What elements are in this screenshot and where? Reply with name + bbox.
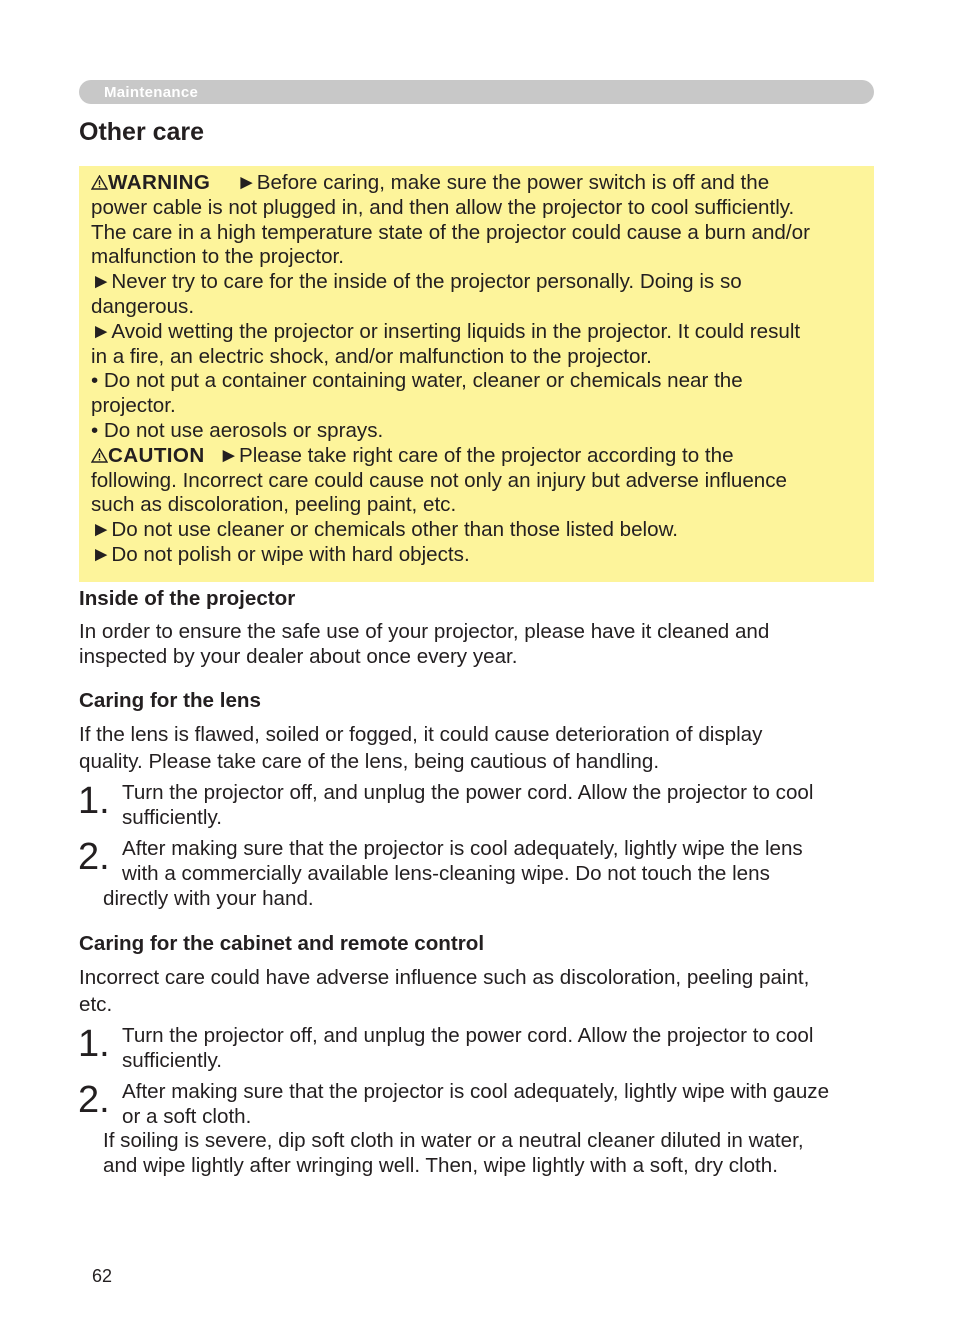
inside-line: In order to ensure the safe use of your projector, please have it cleaned and [79,620,770,643]
cabinet-line: Incorrect care could have adverse influence such as discoloration, peeling paint, [79,966,810,989]
caution-text-line: ►Do not polish or wipe with hard objects. [91,542,470,566]
cabinet-heading: Caring for the cabinet and remote control [79,932,485,955]
warning-text-line: malfunction to the projector. [91,245,344,269]
lens-step-text [122,780,882,830]
cabinet-step-continuation [103,1128,883,1178]
warning-text-line: The care in a high temperature state of the projector could cause a burn and/or [91,220,810,244]
caution-first-line [91,444,862,469]
inside-line: inspected by your dealer about once every year. [79,645,518,668]
page-title: Other care [79,118,205,146]
cabinet-step-number: 2. [78,1079,110,1121]
page-number: 62 [92,1266,113,1286]
warning-text-line: • Do not use aerosols or sprays. [91,418,384,442]
warning-text-line: power cable is not plugged in, and then allow the projector to cool sufficiently. [91,195,795,219]
cabinet-step-text [122,1079,882,1129]
cabinet-step-line: Turn the projector off, and unplug the power cord. Allow the projector to cool [122,1024,814,1047]
caution-text-line: ►Please take right care of the projector according to the [218,443,734,467]
cabinet-paragraph [79,964,879,1018]
cabinet-step-number: 1. [78,1023,110,1065]
warning-text-line: ►Never try to care for the inside of the projector personally. Doing is so [91,270,742,294]
warning-text-line: dangerous. [91,294,195,318]
caution-text-line: following. Incorrect care could cause not only an injury but adverse influence [91,468,788,492]
cabinet-step-line: or a soft cloth. [122,1105,252,1128]
lens-step-line: with a commercially available lens-cleaning wipe. Do not touch the lens [122,862,770,885]
warning-triangle-icon [91,175,108,190]
section-header-bar [79,80,874,104]
warning-text-line: ►Before caring, make sure the power switch is off and the [236,171,770,194]
cabinet-continuation-line: and wipe lightly after wringing well. Then, wipe lightly with a soft, dry cloth. [103,1154,778,1177]
caution-text-line: ►Do not use cleaner or chemicals other than those listed below. [91,518,679,542]
section-label: Maintenance [104,84,199,101]
lens-step-line: Turn the projector off, and unplug the power cord. Allow the projector to cool [122,781,814,804]
inside-paragraph [79,619,879,669]
warning-text-line: • Do not put a container containing water, cleaner or chemicals near the [91,369,743,393]
caution-text-line: such as discoloration, peeling paint, etc. [91,493,457,517]
cabinet-step-line: After making sure that the projector is cool adequately, lightly wipe with gauze [122,1080,830,1103]
cabinet-step-line: sufficiently. [122,1049,222,1072]
cabinet-continuation-line: If soiling is severe, dip soft cloth in water or a neutral cleaner diluted in water, [103,1129,804,1152]
cabinet-line: etc. [79,993,113,1016]
warning-first-line [91,171,862,196]
lens-step-text [122,836,882,886]
caution-triangle-icon [91,448,108,463]
warning-text-line: projector. [91,394,176,418]
cabinet-step-text [122,1023,882,1073]
lens-line: quality. Please take care of the lens, being cautious of handling. [79,750,660,773]
lens-step-number: 1. [78,780,110,822]
caution-label: CAUTION [108,443,205,467]
lens-paragraph [79,721,879,775]
lens-step-line: sufficiently. [122,806,222,829]
lens-step-continuation: directly with your hand. [103,887,314,910]
inside-heading: Inside of the projector [79,587,296,610]
warning-label: WARNING [108,171,211,194]
warning-text-line: in a fire, an electric shock, and/or malfunction to the projector. [91,344,652,368]
lens-step-line: After making sure that the projector is cool adequately, lightly wipe the lens [122,837,803,860]
lens-line: If the lens is flawed, soiled or fogged, it could cause deterioration of display [79,723,763,746]
lens-heading: Caring for the lens [79,689,261,712]
warning-box [79,166,874,582]
lens-step-number: 2. [78,836,110,878]
warning-text-line: ►Avoid wetting the projector or inserting liquids in the projector. It could result [91,319,801,343]
